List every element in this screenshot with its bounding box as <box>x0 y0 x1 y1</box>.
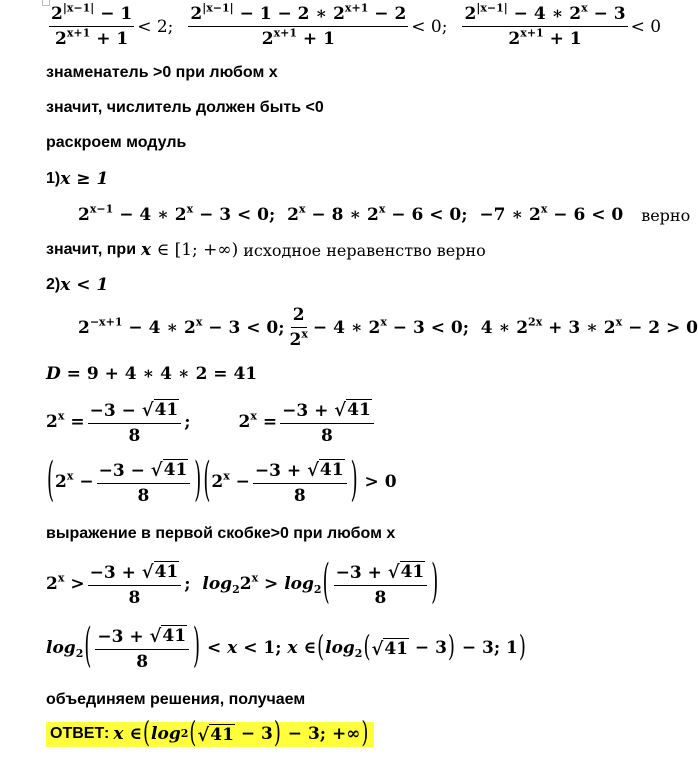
case-1-verdict: верно <box>641 205 691 225</box>
answer-highlight: ОТВЕТ: x ∈ ( log 2 ( √ 41 − 3 ) − 3; +∞ ) <box>46 722 374 747</box>
case-2-label: 2) <box>46 276 61 293</box>
line-initial-inequality <box>46 1 662 49</box>
text-first-bracket: выражение в первой скобке>0 при любом х <box>46 525 396 542</box>
text-modulus: раскроем модуль <box>46 134 187 151</box>
case-1-equation: $2^{x-1} - 4$ ∗ $2^x - 3 < 0$; $2^x - 8$ ∗ $2^x - 6 < 0$; −7 ∗ $2^x - 6 < 0$ верно <box>78 202 691 225</box>
discriminant-line: D = 9 + 4 ∗ 4 ∗ 2 = 41 <box>46 364 258 384</box>
case-2-condition: x < 1 <box>60 275 109 295</box>
case-1-conclusion: значит, при x ∈ [1; +∞) исходное неравенство верно <box>46 240 486 260</box>
fraction-3: $\frac{2^{|x-1|} - 4 ∗ 2^x - 3}{2^{x+1} + 1}$ <box>464 1 626 49</box>
factored-line: ( $2^x$ − −3 − √ 41 8 ) ( $2^x$ − −3 + √ 41 8 ) > 0 <box>47 453 397 508</box>
interval-2-line: $\log_2$ ( −3 + √ 41 8 ) < x < 1; x ∈ ( $\log_2$ ( √ 41 − 3 ) − 3; 1 ) <box>46 619 526 674</box>
text-denominator: знаменатель >0 при любом х <box>46 64 278 81</box>
fraction-1: $\frac{2^{|x-1|} - 1}{2^{x+1} + 1}$ <box>51 1 133 49</box>
log-step-line: $2^x$ > −3 + √ 41 8 ; $\log_22^x > \log_2$ ( −3 + √ 41 8 ) <box>46 555 439 610</box>
answer-label: ОТВЕТ: <box>50 725 110 742</box>
text-combine: объединяем решения, получаем <box>46 691 306 708</box>
answer-line <box>46 716 374 750</box>
roots-line: $2^x$ = −3 − √ 41 8 ; $2^x$ = −3 + √ 41 8 <box>46 398 377 446</box>
case-1-header <box>46 169 108 189</box>
text-numerator: значит, числитель должен быть <0 <box>46 99 324 116</box>
means-suffix: исходное неравенство верно <box>243 240 486 260</box>
case-1-label: 1) <box>46 170 61 187</box>
means-prefix: значит, при <box>46 241 137 258</box>
relation-3: < 0 <box>630 16 662 37</box>
relation-2: < 0; <box>411 16 448 37</box>
fraction-2: $\frac{2^{|x-1|} - 1 - 2 ∗ 2^{x+1} - 2}{2^{x+1} + 1}$ <box>190 1 407 49</box>
case-1-condition: x ≥ 1 <box>60 169 109 189</box>
relation-1: < 2; <box>137 16 174 37</box>
case-2-equation: $2^{-x+1} - 4$ ∗ $2^x - 3 < 0$; $\frac{2}{2^x}$ − 4 ∗ $2^x - 3 < 0$; 4 ∗ $2^{2x} + 3$ ∗ $2^x - 2 > 0$ <box>78 305 698 350</box>
case-2-header <box>46 275 108 295</box>
